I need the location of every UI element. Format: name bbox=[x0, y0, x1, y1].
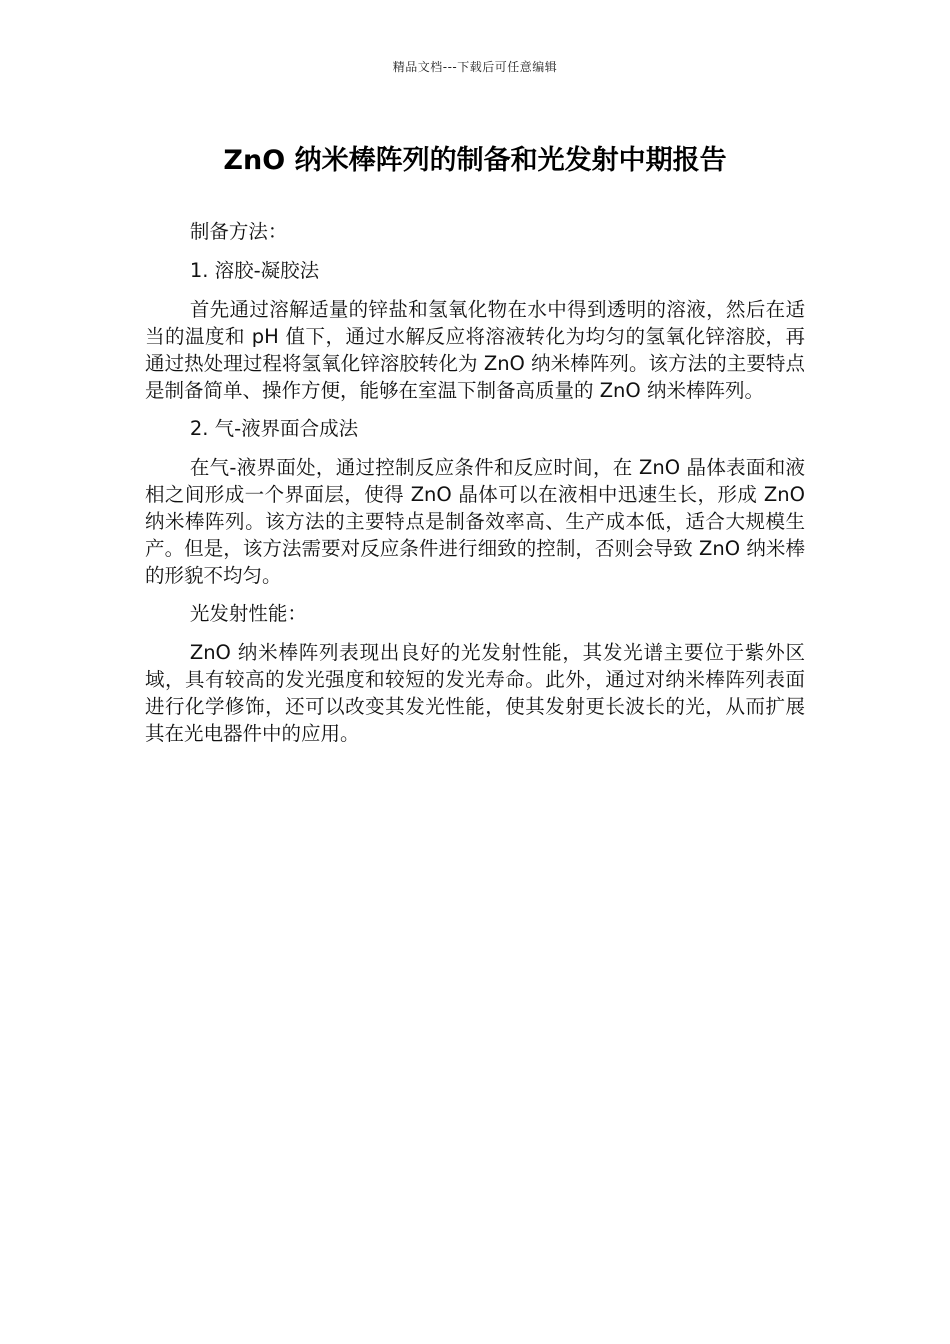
section-heading-preparation: 制备方法： bbox=[189, 220, 288, 243]
document-body bbox=[145, 218, 805, 758]
section-heading-emission: 光发射性能： bbox=[189, 602, 307, 625]
paragraph-emission: ZnO 纳米棒阵列表现出良好的光发射性能，其发光谱主要位于紫外区域，具有较高的发光强度和较短的发光寿命。此外，通过对纳米棒阵列表面进行化学修饰，还可以改变其发光性能，使其发射更长波长的光，从而扩展其在光电器件中的应用。 bbox=[145, 641, 805, 745]
paragraph-sol-gel: 首先通过溶解适量的锌盐和氢氧化物在水中得到透明的溶液，然后在适当的温度和 pH 值下，通过水解反应将溶液转化为均匀的氢氧化锌溶胶，再通过热处理过程将氢氧化锌溶胶转化为 ZnO 纳米棒阵列。该方法的主要特点是制备简单、操作方便，能够在室温下制备高质量的 ZnO 纳米棒阵列。 bbox=[145, 298, 805, 402]
paragraph-gas-liquid: 在气-液界面处，通过控制反应条件和反应时间，在 ZnO 晶体表面和液相之间形成一个界面层，使得 ZnO 晶体可以在液相中迅速生长，形成 ZnO 纳米棒阵列。该方法的主要特点是制备效率高、生产成本低，适合大规模生产。但是，该方法需要对反应条件进行细致的控制，否则会导致 ZnO 纳米棒的形貌不均匀。 bbox=[145, 456, 805, 587]
page-header: 精品文档---下载后可任意编辑 bbox=[392, 60, 558, 74]
method-heading-gas-liquid: 2. 气-液界面合成法 bbox=[189, 417, 359, 440]
document-title: ZnO 纳米棒阵列的制备和光发射中期报告 bbox=[223, 145, 727, 176]
method-heading-sol-gel: 1. 溶胶-凝胶法 bbox=[189, 259, 320, 282]
